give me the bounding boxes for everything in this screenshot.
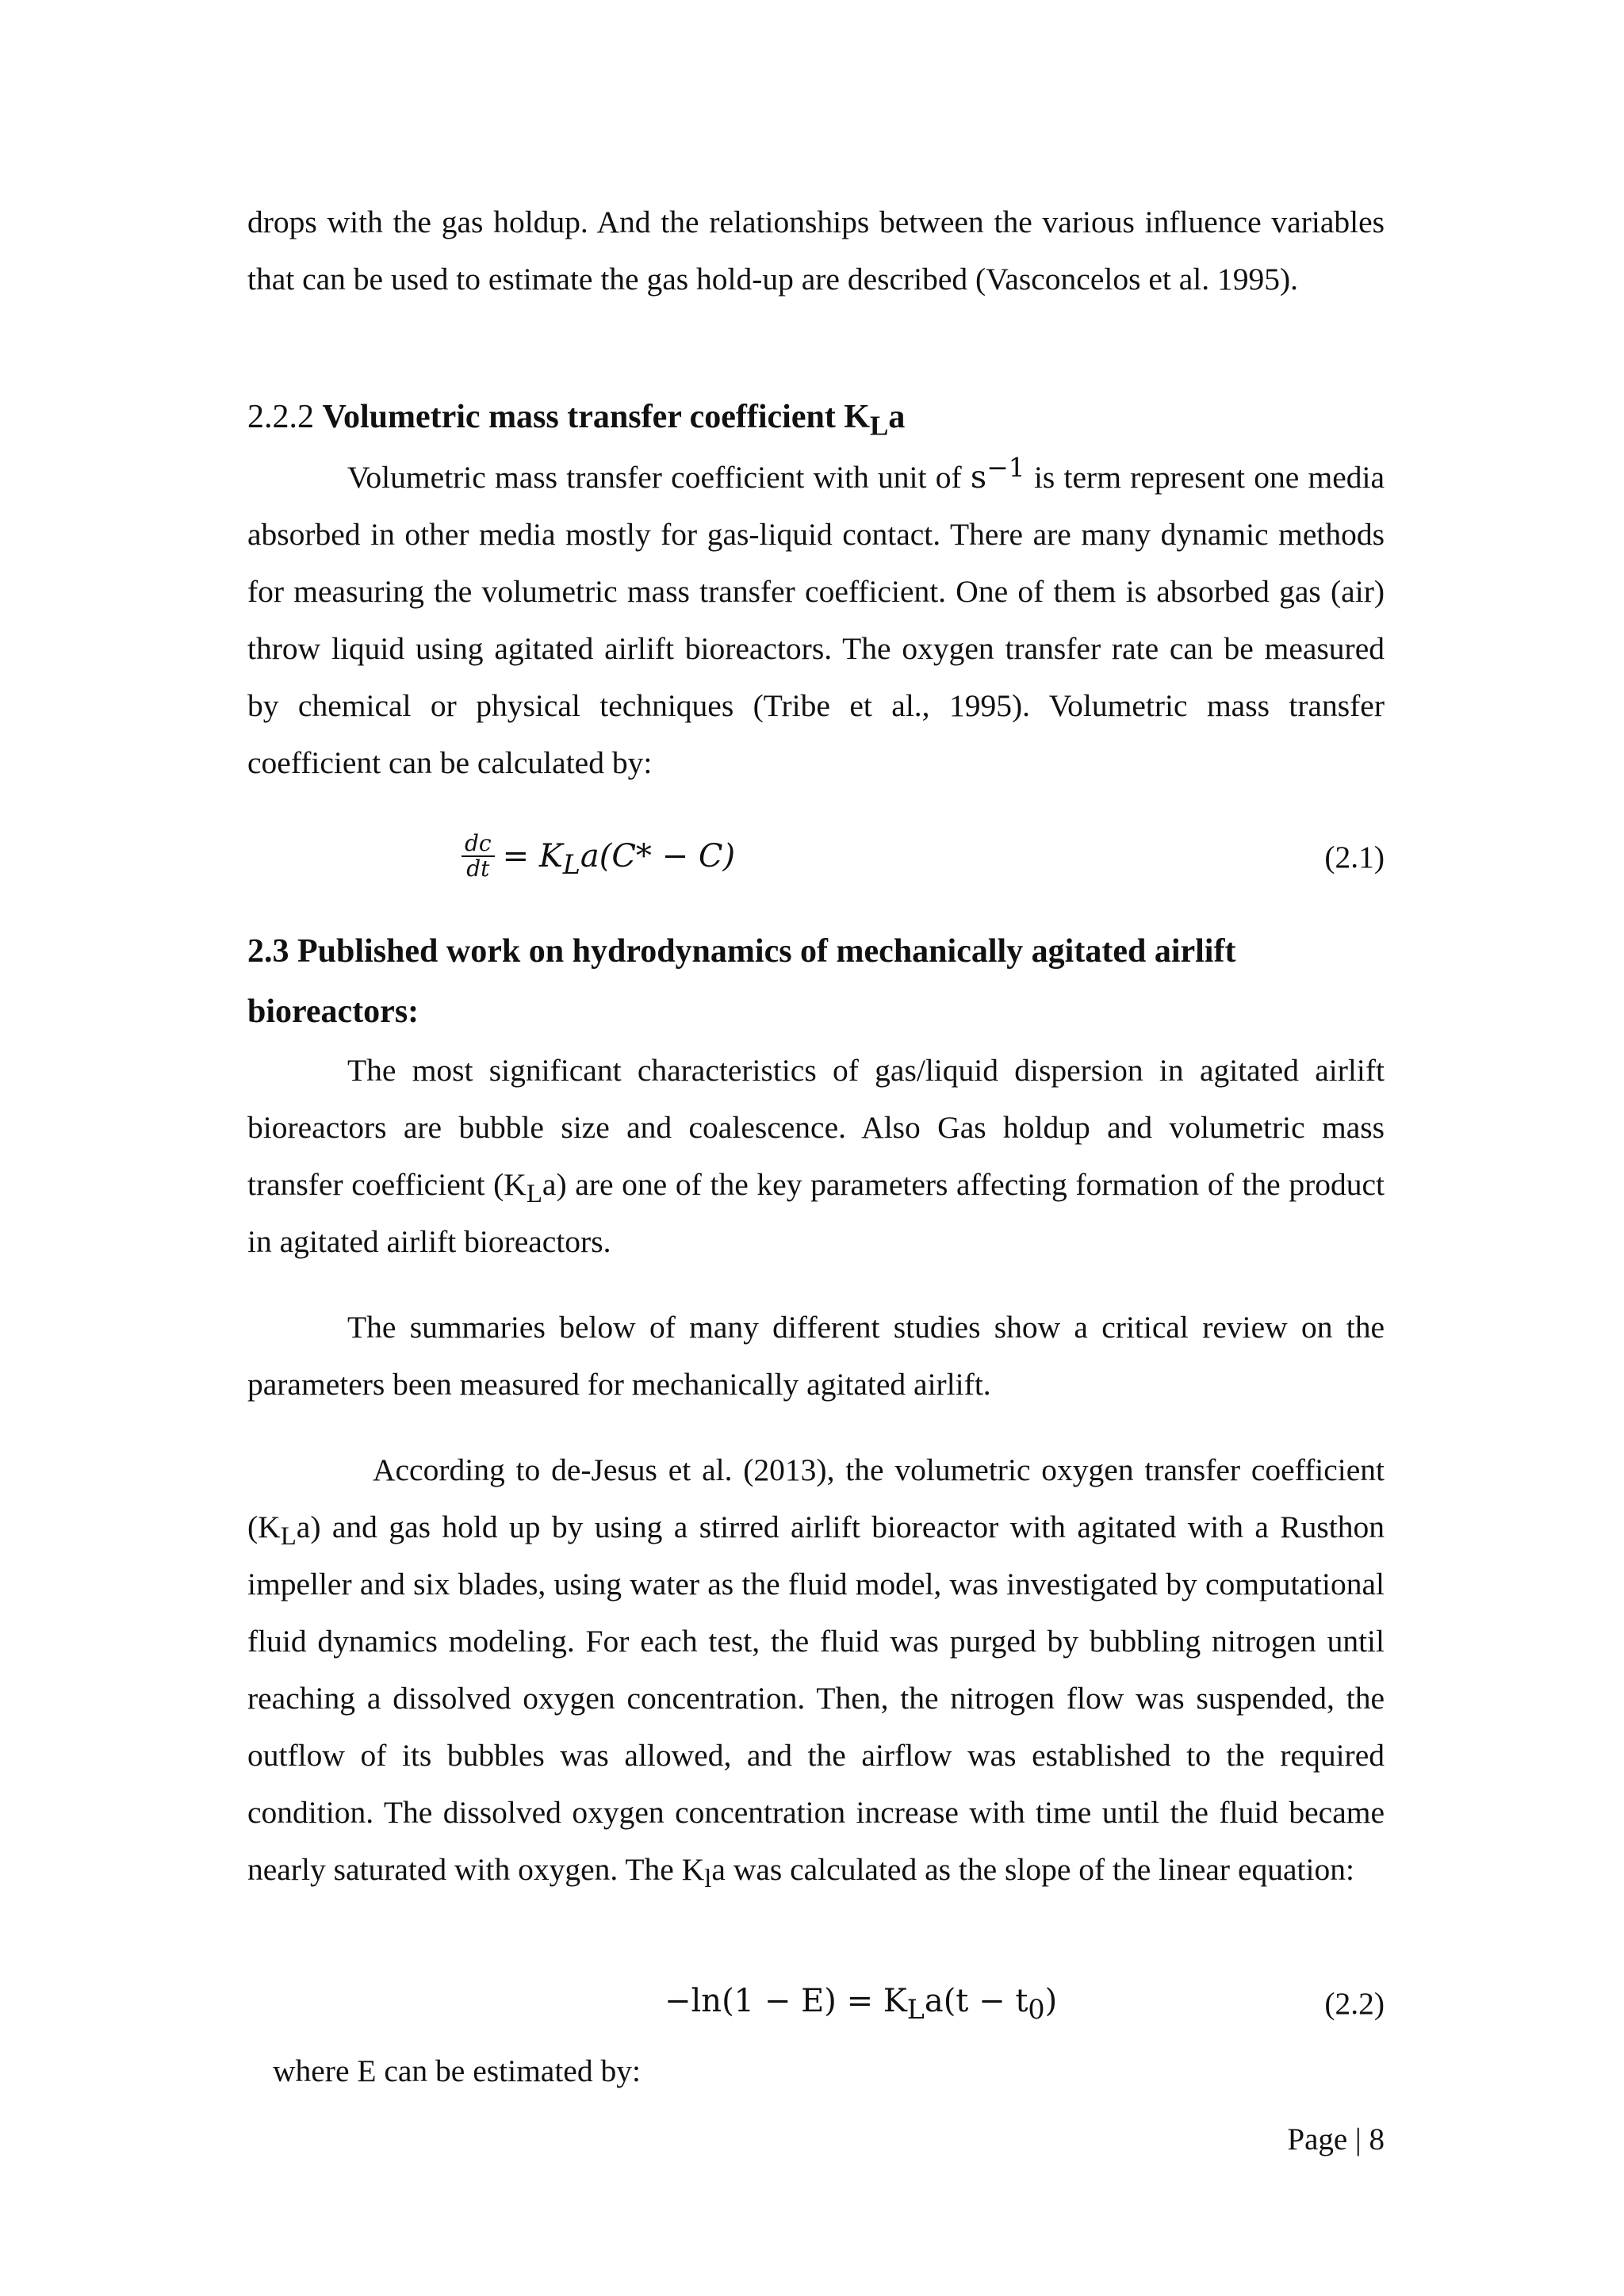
section-heading-2-3: 2.3 Published work on hydrodynamics of mechanically agitated airlift bioreactors: [247,933,1236,1030]
section-title: Volumetric mass transfer coefficient $K_La$ [322,399,906,442]
section-heading-2-2-2: 2.2.2 Volumetric mass transfer coefficient $K_La$ [247,399,906,442]
paragraph-where-e: where E can be estimated by: [273,2053,641,2088]
equation-number-2-1: (2.1) [1324,840,1385,874]
equation-number-2-2: (2.2) [1324,1986,1385,2021]
paragraph-de-jesus: According to de-Jesus et al. (2013), the volumetric oxygen transfer coefficient $(K_La)$ and gas hold up by using a stirred airlift bioreactor with agitated with a Rusthon impeller and six blades, using water as the fluid model, was investigated by computational fluid dynamics modeling. For each test, the fluid was purged by bubbling nitrogen until reaching a dissolved oxygen concentration. Then, the nitrogen flow was suspended, the outflow of its bubbles was allowed, and the airflow was established to the required condition. The dissolved oxygen concentration increase with time until the fluid became nearly saturated with oxygen. The $K_la$ was calculated as the slope of the linear equation: [247,1452,1385,1893]
paragraph-gas-holdup: drops with the gas holdup. And the relationships between the various influence variables that can be used to estimate the gas hold-up are described (Vasconcelos et al. 1995). [247,205,1385,297]
equation-2-2: $-\ln(1 - E) = K_La(t - t_0)$ [665,1983,1058,2025]
paragraph-characteristics: The most significant characteristics of gas/liquid dispersion in agitated airlift bioreactors are bubble size and coalescence. Also Gas holdup and volumetric mass transfer coefficient $(K_La)$ are one of the key parameters affecting formation of the product in agitated airlift bioreactors. [247,1053,1385,1259]
paragraph-kla-definition: Volumetric mass transfer coefficient with unit of $s^{-1}$ is term represent one media absorbed in other media mostly for gas-liquid contact. There are many dynamic methods for measuring the volumetric mass transfer coefficient. One of them is absorbed gas (air) throw liquid using agitated airlift bioreactors. The oxygen transfer rate can be measured by chemical or physical techniques (Tribe et al., 1995). Volumetric mass transfer coefficient can be calculated by: [247,451,1385,780]
paragraph-summaries: The summaries below of many different studies show a critical review on the parameters been measured for mechanically agitated airlift. [247,1310,1385,1402]
fraction-dc-dt: $\frac{dc}{dt}$ [462,832,495,881]
equation-2-1: $\frac{dc}{dt}$ = $K_La(C* - C)$ [462,821,735,891]
page-number: Page | 8 [1287,2122,1385,2156]
